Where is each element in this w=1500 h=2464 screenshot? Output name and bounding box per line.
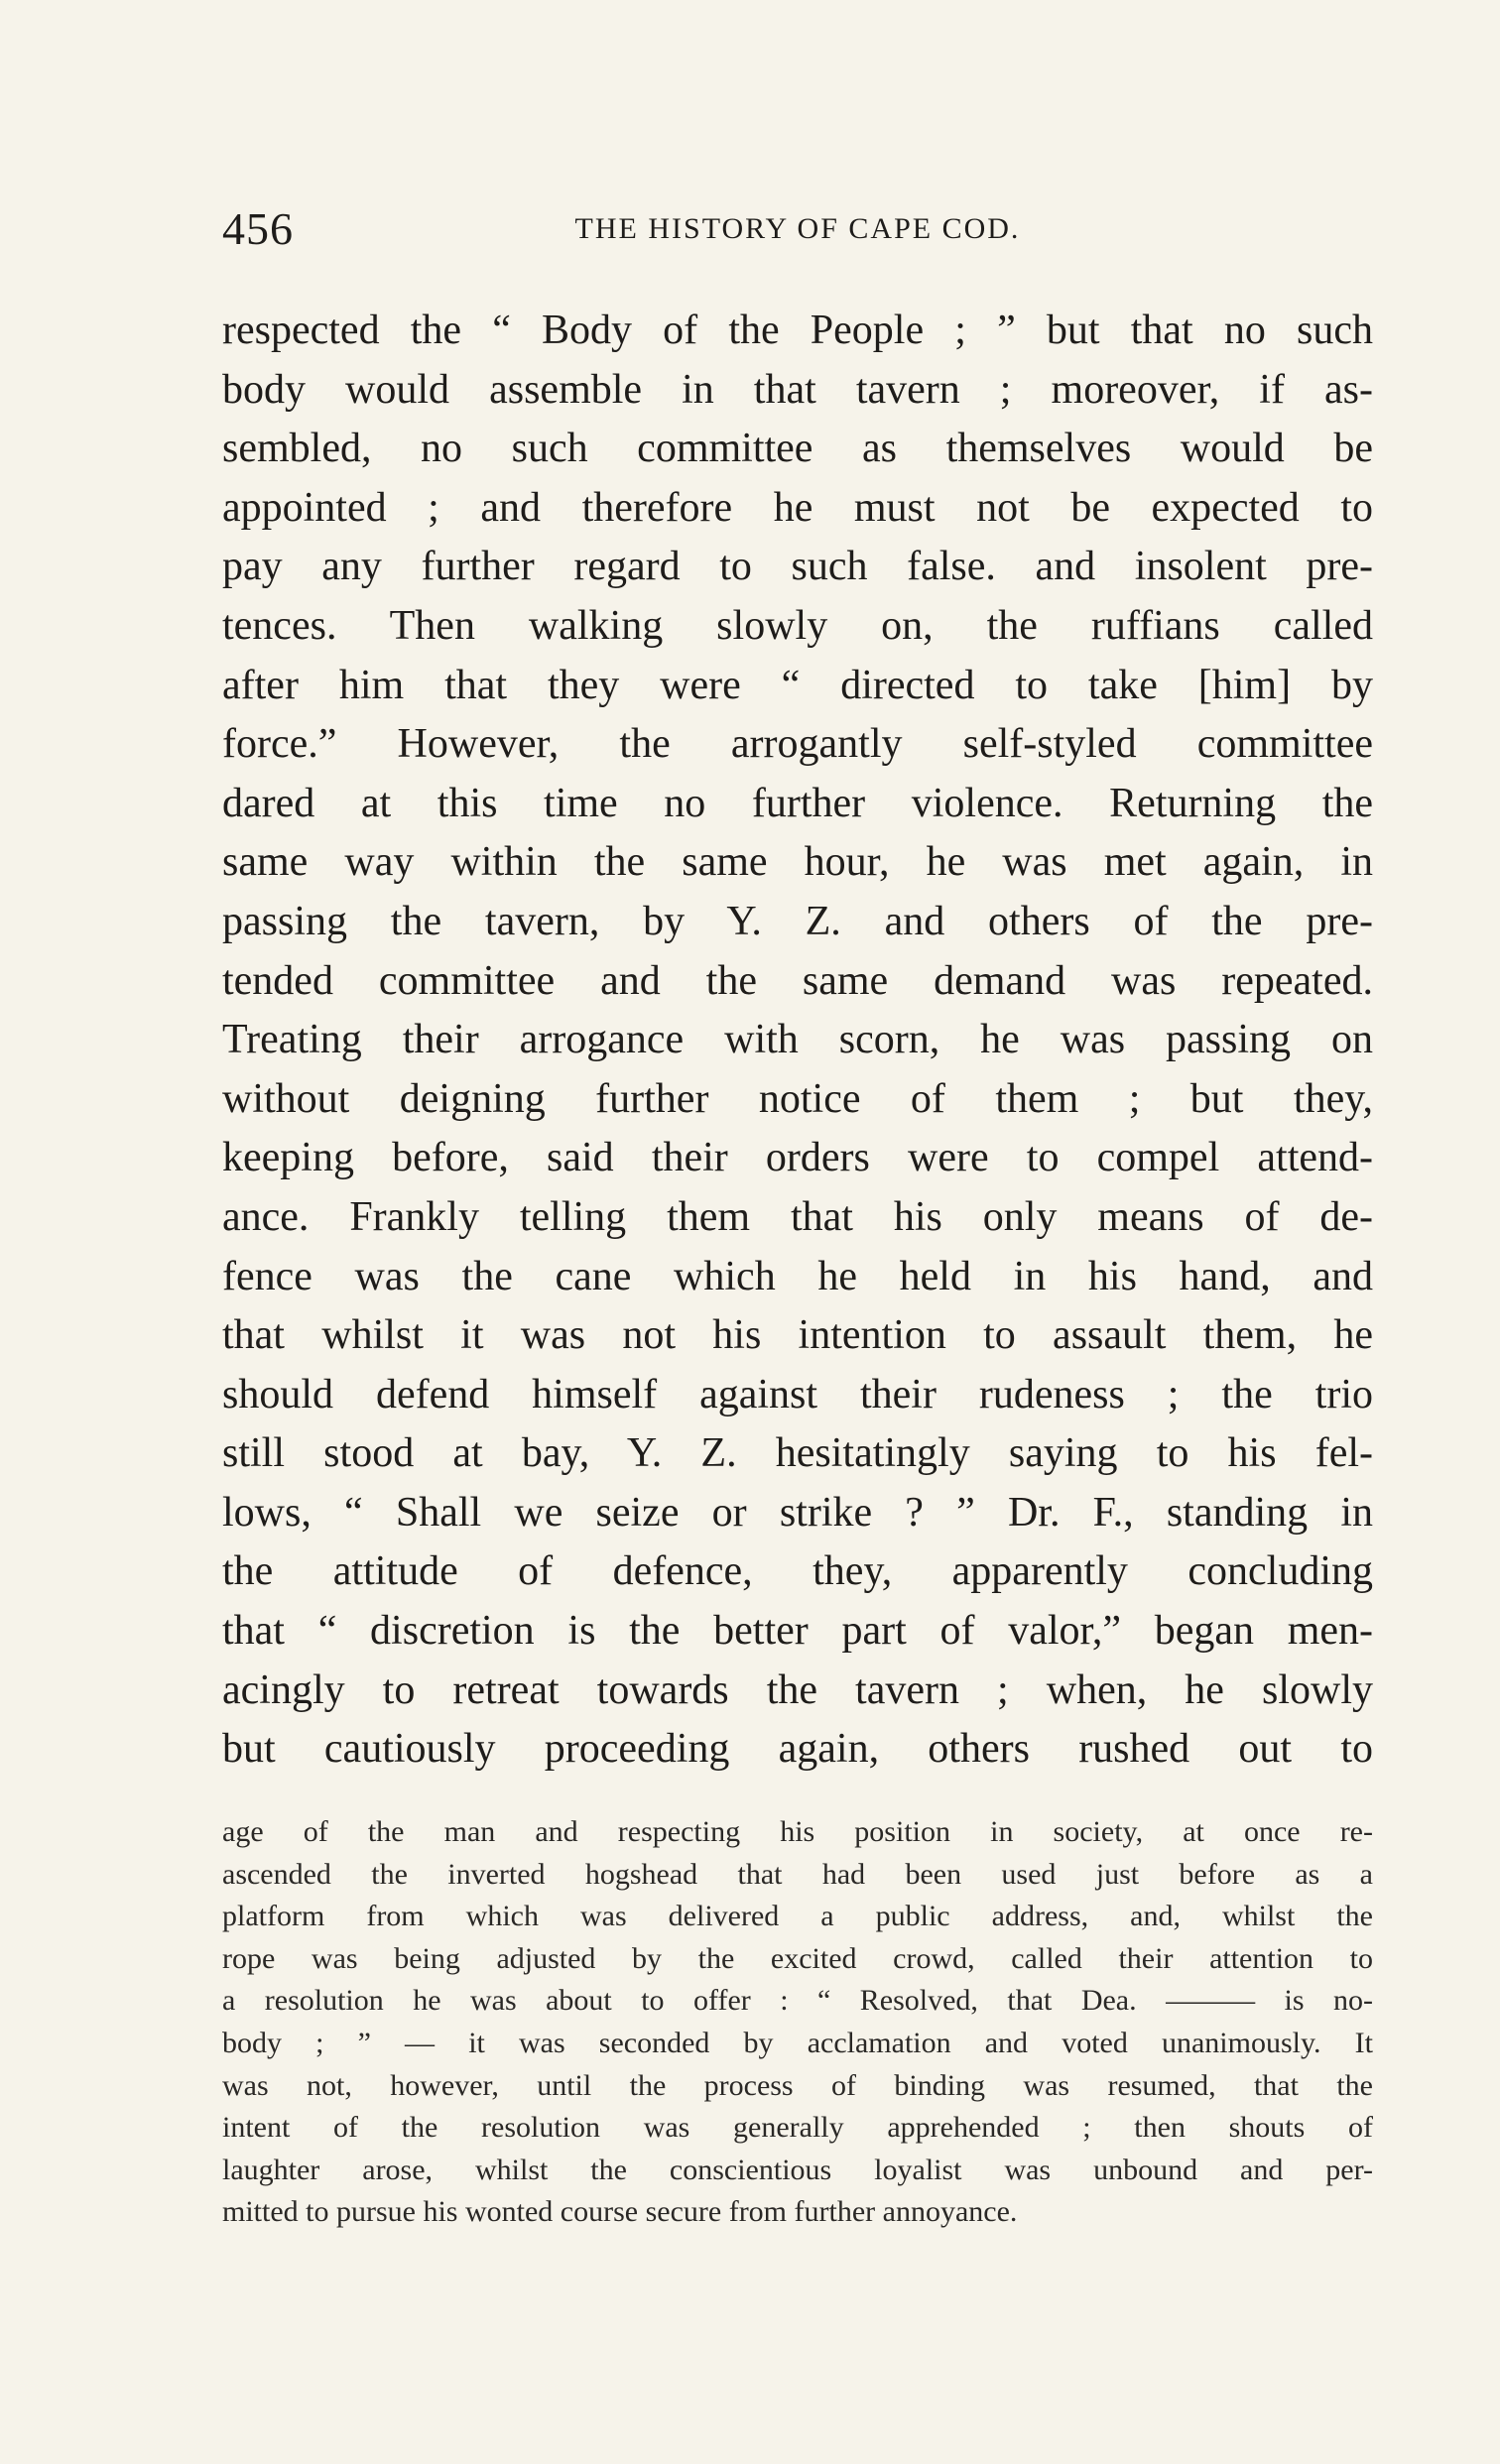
text-line: lows, “ Shall we seize or strike ? ” Dr. F., standing in bbox=[222, 1489, 1373, 1536]
page-header bbox=[222, 194, 1373, 264]
text-line: respected the “ Body of the People ; ” but that no such bbox=[222, 308, 1373, 353]
footnote-line: platform from which was delivered a public address, and, whilst the bbox=[222, 1900, 1373, 1933]
text-line: fence was the cane which he held in his hand, and bbox=[222, 1253, 1373, 1299]
text-line: body would assemble in that tavern ; moreover, if as- bbox=[222, 366, 1373, 413]
page-number: 456 bbox=[222, 203, 294, 254]
text-line: passing the tavern, by Y. Z. and others of the pre- bbox=[222, 898, 1373, 944]
text-line: same way within the same hour, he was met again, in bbox=[222, 839, 1373, 886]
footnote-line: ascended the inverted hogshead that had been used just before as a bbox=[222, 1857, 1373, 1891]
main-text bbox=[222, 302, 1373, 1780]
footnote-line: a resolution he was about to offer : “ Resolved, that Dea. ——— is no- bbox=[222, 1984, 1373, 2018]
text-line: sembled, no such committee as themselves would be bbox=[222, 426, 1373, 472]
footnote-line: rope was being adjusted by the excited crowd, called their attention to bbox=[222, 1941, 1373, 1975]
footnote-line: mitted to pursue his wonted course secure from further annoyance. bbox=[222, 2195, 1018, 2229]
footnote-line: age of the man and respecting his position in society, at once re- bbox=[222, 1815, 1373, 1848]
text-line: ance. Frankly telling them that his only means of de- bbox=[222, 1193, 1373, 1240]
text-line: after him that they were “ directed to take [him] by bbox=[222, 662, 1373, 708]
running-title: THE HISTORY OF CAPE COD. bbox=[574, 212, 1021, 245]
footnote-line: intent of the resolution was generally apprehended ; then shouts of bbox=[222, 2111, 1373, 2145]
text-line: pay any further regard to such false. and insolent pre- bbox=[222, 544, 1373, 590]
text-line: force.” However, the arrogantly self-styled committee bbox=[222, 721, 1373, 768]
text-line: acingly to retreat towards the tavern ; when, he slowly bbox=[222, 1666, 1373, 1713]
text-line: Treating their arrogance with scorn, he was passing on bbox=[222, 1017, 1373, 1063]
text-line: appointed ; and therefore he must not be expected to bbox=[222, 484, 1373, 531]
footnote-line: was not, however, until the process of binding was resumed, that the bbox=[222, 2068, 1373, 2102]
text-line: should defend himself against their rudeness ; the trio bbox=[222, 1371, 1373, 1417]
text-line: tended committee and the same demand was repeated. bbox=[222, 957, 1373, 1004]
footnote bbox=[222, 1811, 1373, 2234]
footnote-line: body ; ” — it was seconded by acclamation and voted unanimously. It bbox=[222, 2026, 1373, 2059]
text-line: dared at this time no further violence. Returning the bbox=[222, 780, 1373, 826]
text-line: without deigning further notice of them ; but they, bbox=[222, 1075, 1373, 1122]
text-line: that “ discretion is the better part of valor,” began men- bbox=[222, 1608, 1373, 1655]
text-line: but cautiously proceeding again, others rushed out to bbox=[222, 1726, 1373, 1773]
text-line: still stood at bay, Y. Z. hesitatingly saying to his fel- bbox=[222, 1430, 1373, 1477]
text-line: that whilst it was not his intention to assault them, he bbox=[222, 1312, 1373, 1359]
footnote-line: laughter arose, whilst the conscientious loyalist was unbound and per- bbox=[222, 2153, 1373, 2186]
text-line: tences. Then walking slowly on, the ruffians called bbox=[222, 602, 1373, 649]
text-line: keeping before, said their orders were to compel attend- bbox=[222, 1135, 1373, 1181]
text-line: the attitude of defence, they, apparently concluding bbox=[222, 1548, 1373, 1595]
